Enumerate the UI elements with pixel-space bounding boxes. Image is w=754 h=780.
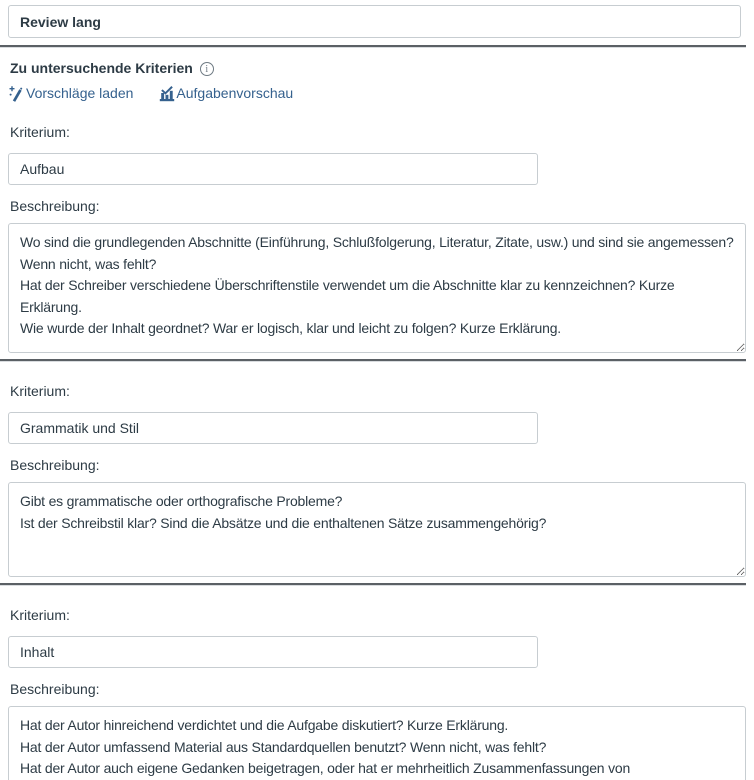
load-suggestions-label: Vorschläge laden: [26, 85, 134, 101]
criterion-name-input-1[interactable]: [8, 153, 538, 185]
criterion-name-input-2[interactable]: [8, 412, 538, 444]
beschreibung-label: Beschreibung:: [10, 198, 100, 214]
kriterium-label: Kriterium:: [10, 124, 70, 140]
criterion-description-textarea-2[interactable]: [8, 482, 746, 577]
criterion-name-input-3[interactable]: [8, 636, 538, 668]
section-divider: [0, 45, 746, 47]
criterion-block-2: [0, 383, 754, 577]
beschreibung-label: Beschreibung:: [10, 457, 100, 473]
bar-chart-check-icon: [159, 86, 175, 102]
criterion-description-textarea-1[interactable]: [8, 223, 746, 353]
criterion-divider: [0, 583, 746, 585]
kriterium-label: Kriterium:: [10, 607, 70, 623]
assignment-preview-label: Aufgabenvorschau: [176, 85, 294, 101]
criteria-actions-row: [9, 85, 744, 102]
criterion-divider: [0, 359, 746, 361]
load-suggestions-link[interactable]: [9, 85, 133, 102]
magic-wand-icon: [9, 86, 25, 102]
assignment-preview-link[interactable]: [159, 85, 293, 102]
criterion-block-3: [0, 607, 754, 780]
criterion-description-textarea-3[interactable]: [8, 706, 746, 780]
criterion-block-1: [0, 124, 754, 353]
kriterium-label: Kriterium:: [10, 383, 70, 399]
peer-review-criteria-form: [0, 5, 754, 780]
beschreibung-label: Beschreibung:: [10, 681, 100, 697]
criteria-section-heading: Zu untersuchende Kriterien: [10, 60, 193, 76]
review-title-input[interactable]: [8, 5, 741, 38]
info-circle-icon[interactable]: i: [200, 62, 214, 76]
criteria-section-header: [10, 60, 744, 77]
